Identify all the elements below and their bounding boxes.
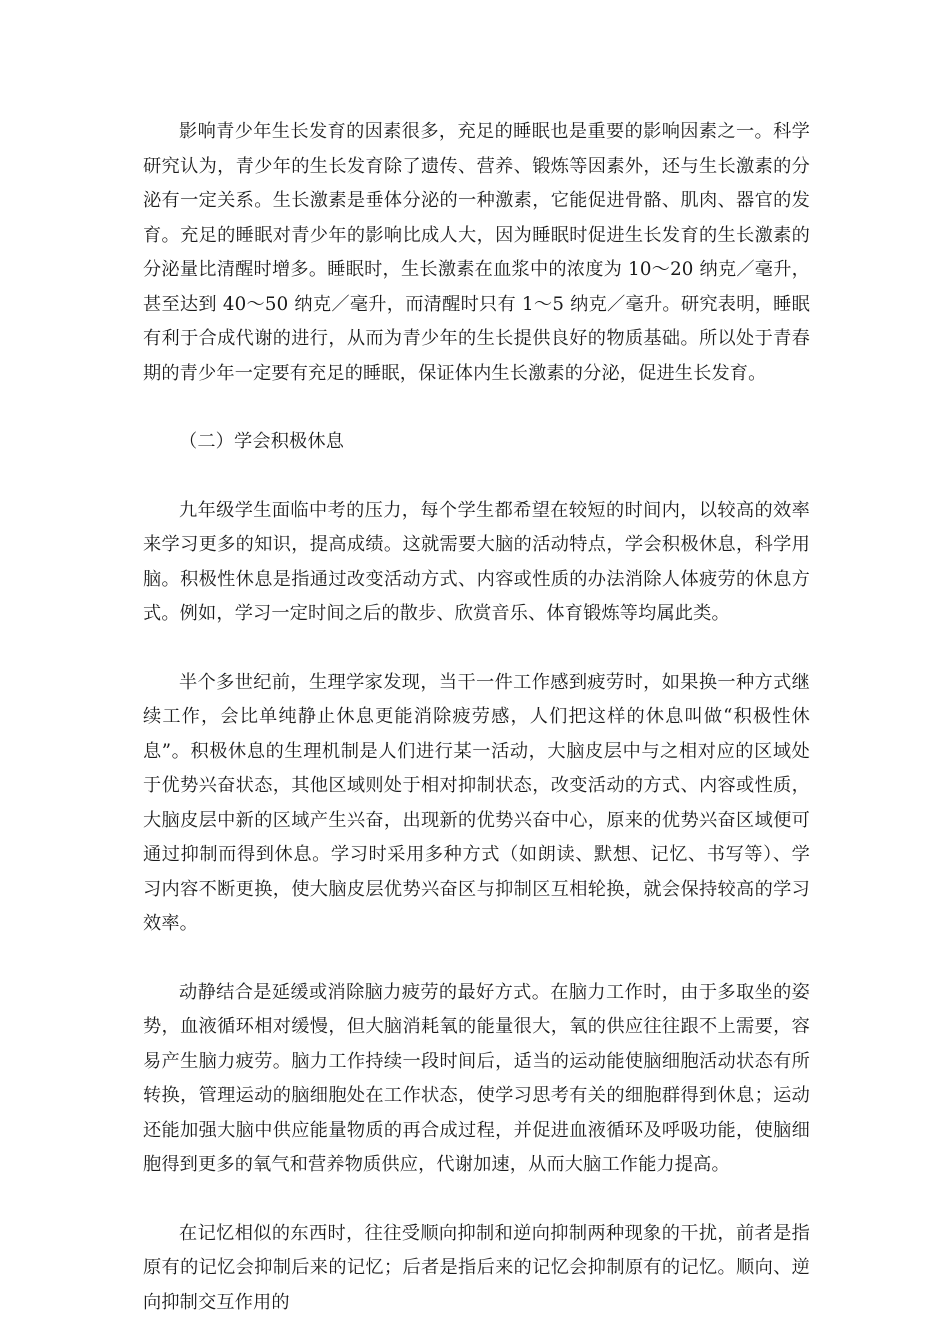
paragraph-gap	[143, 942, 810, 976]
paragraph-gap	[143, 460, 810, 494]
paragraph-gap	[143, 632, 810, 666]
paragraph-grade-nine-pressure: 九年级学生面临中考的压力，每个学生都希望在较短的时间内，以较高的效率来学习更多的知识，提高成绩。这就需要大脑的活动特点，学会积极休息，科学用脑。积极性休息是指通过改变活动方式、内容或性质的办法消除人体疲劳的休息方式。例如，学习一定时间之后的散步、欣赏音乐、体育锻炼等均属此类。	[143, 499, 810, 624]
paragraph-sleep-growth: 影响青少年生长发育的因素很多，充足的睡眠也是重要的影响因素之一。科学研究认为，青少年的生长发育除了遗传、营养、锻炼等因素外，还与生长激素的分泌有一定关系。生长激素是垂体分泌的一种激素，它能促进骨骼、肌肉、器官的发育。充足的睡眠对青少年的影响比成人大，因为睡眠时促进生长发育的生长激素的分泌量比清醒时增多。睡眠时，生长激素在血浆中的浓度为 10～20 纳克／毫升，甚至达到 40～50 纳克／毫升，而清醒时只有 1～5 纳克／毫升。研究表明，睡眠有利于合成代谢的进行，从而为青少年的生长提供良好的物质基础。所以处于青春期的青少年一定要有充足的睡眠，保证体内生长激素的分泌，促进生长发育。	[143, 121, 810, 384]
paragraph-memory-inhibition: 在记忆相似的东西时，往往受顺向抑制和逆向抑制两种现象的干扰，前者是指原有的记忆会抑制后来的记忆；后者是指后来的记忆会抑制原有的记忆。顺向、逆向抑制交互作用的	[143, 1222, 810, 1313]
paragraph-gap	[143, 391, 810, 425]
document-page	[143, 115, 810, 1320]
paragraph-physiology-active-rest: 半个多世纪前，生理学家发现，当干一件工作感到疲劳时，如果换一种方式继续工作，会比单纯静止休息更能消除疲劳感，人们把这样的休息叫做“积极性休息”。积极休息的生理机制是人们进行某一活动，大脑皮层中与之相对应的区域处于优势兴奋状态，其他区域则处于相对抑制状态，改变活动的方式、内容或性质，大脑皮层中新的区域产生兴奋，出现新的优势兴奋中心，原来的优势兴奋区域便可通过抑制而得到休息。学习时采用多种方式（如朗读、默想、记忆、书写等）、学习内容不断更换，使大脑皮层优势兴奋区与抑制区互相轮换，就会保持较高的学习效率。	[143, 671, 810, 934]
section-heading-active-rest: （二）学会积极休息	[179, 431, 345, 452]
paragraph-motion-rest: 动静结合是延缓或消除脑力疲劳的最好方式。在脑力工作时，由于多取坐的姿势，血液循环相对缓慢，但大脑消耗氧的能量很大，氧的供应往往跟不上需要，容易产生脑力疲劳。脑力工作持续一段时间后，适当的运动能使脑细胞活动状态有所转换，管理运动的脑细胞处在工作状态，使学习思考有关的细胞群得到休息；运动还能加强大脑中供应能量物质的再合成过程，并促进血液循环及呼吸功能，使脑细胞得到更多的氧气和营养物质供应，代谢加速，从而大脑工作能力提高。	[143, 981, 810, 1175]
paragraph-gap	[143, 1183, 810, 1217]
